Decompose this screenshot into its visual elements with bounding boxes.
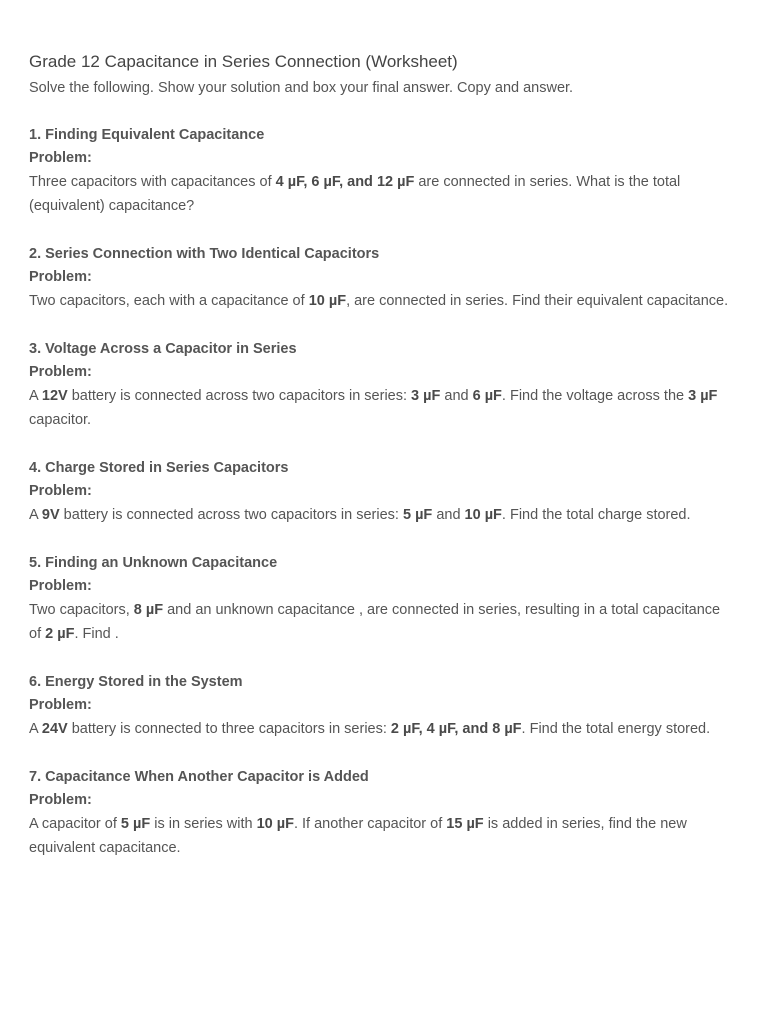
problem-label: Problem: bbox=[29, 364, 92, 380]
problem-text-segment: . Find the total energy stored. bbox=[521, 721, 711, 737]
problem-value: 15 µF bbox=[446, 816, 484, 832]
problem-4 bbox=[29, 457, 732, 527]
problem-text-segment: capacitor. bbox=[29, 412, 92, 428]
problem-text-segment: is added in series, find the new equivalent capacitance. bbox=[29, 816, 687, 856]
problem-heading: 1. Finding Equivalent Capacitance bbox=[29, 127, 265, 143]
problem-text bbox=[29, 289, 732, 313]
problem-text-segment: and an unknown capacitance , are connected in series, resulting in a total capacitance of bbox=[29, 602, 721, 642]
problem-text-segment: . Find . bbox=[74, 626, 119, 642]
problem-value: 8 µF bbox=[133, 602, 164, 618]
problem-value: 5 µF bbox=[120, 816, 151, 832]
problem-text-segment: A bbox=[29, 721, 42, 737]
problem-text-segment: Two capacitors, bbox=[29, 602, 134, 618]
problem-text bbox=[29, 717, 732, 741]
problem-2 bbox=[29, 243, 732, 313]
problem-1 bbox=[29, 124, 732, 218]
problem-value: 10 µF bbox=[256, 816, 294, 832]
problem-value: 24V bbox=[41, 721, 68, 737]
problem-text-segment: . Find the total charge stored. bbox=[501, 507, 691, 523]
problem-text-segment: . Find the voltage across the bbox=[501, 388, 689, 404]
problem-value: 6 µF bbox=[472, 388, 502, 404]
problem-value: 12V bbox=[41, 388, 68, 404]
problem-text bbox=[29, 170, 732, 218]
problem-value: 10 µF bbox=[308, 293, 347, 309]
problem-value: 10 µF bbox=[464, 507, 502, 523]
problem-text bbox=[29, 384, 732, 432]
problem-6 bbox=[29, 671, 732, 741]
problem-text-segment: battery is connected across two capacitors in series: bbox=[67, 388, 412, 404]
problem-value: 9V bbox=[41, 507, 60, 523]
problem-text bbox=[29, 503, 732, 527]
problem-label: Problem: bbox=[29, 697, 92, 713]
problem-text-segment: . If another capacitor of bbox=[293, 816, 447, 832]
problem-text-segment: A bbox=[29, 507, 42, 523]
problem-label: Problem: bbox=[29, 483, 92, 499]
problem-value: 5 µF bbox=[402, 507, 433, 523]
problem-label: Problem: bbox=[29, 150, 92, 166]
problem-7 bbox=[29, 766, 732, 860]
problem-text-segment: A bbox=[29, 388, 42, 404]
problem-label: Problem: bbox=[29, 269, 92, 285]
problem-heading: 5. Finding an Unknown Capacitance bbox=[29, 555, 278, 571]
problem-text-segment: battery is connected across two capacitors in series: bbox=[59, 507, 403, 523]
problem-text bbox=[29, 598, 732, 646]
page-title: Grade 12 Capacitance in Series Connection (Worksheet) bbox=[29, 52, 458, 71]
problem-text-segment: Two capacitors, each with a capacitance of bbox=[29, 293, 309, 309]
problem-text-segment: and bbox=[432, 507, 465, 523]
problem-text-segment: are connected in series. What is the total (equivalent) capacitance? bbox=[29, 174, 681, 214]
problem-3 bbox=[29, 338, 732, 432]
problem-label: Problem: bbox=[29, 792, 92, 808]
problem-heading: 3. Voltage Across a Capacitor in Series bbox=[29, 341, 297, 357]
problem-text-segment: A capacitor of bbox=[29, 816, 121, 832]
problem-value: 2 µF, 4 µF, and 8 µF bbox=[390, 721, 522, 737]
problem-text bbox=[29, 812, 732, 860]
problem-text-segment: , are connected in series. Find their equivalent capacitance. bbox=[346, 293, 729, 309]
problem-heading: 7. Capacitance When Another Capacitor is Added bbox=[29, 769, 369, 785]
problem-heading: 4. Charge Stored in Series Capacitors bbox=[29, 460, 289, 476]
problem-value: 2 µF bbox=[45, 626, 75, 642]
instructions: Solve the following. Show your solution and box your final answer. Copy and answer. bbox=[29, 80, 574, 96]
problem-text-segment: battery is connected to three capacitors in series: bbox=[67, 721, 391, 737]
problem-label: Problem: bbox=[29, 578, 92, 594]
problem-value: 3 µF bbox=[688, 388, 718, 404]
problem-value: 4 µF, 6 µF, and 12 µF bbox=[275, 174, 415, 190]
problem-list bbox=[29, 124, 732, 860]
problem-text-segment: and bbox=[440, 388, 473, 404]
problem-text-segment: is in series with bbox=[150, 816, 257, 832]
problem-value: 3 µF bbox=[411, 388, 441, 404]
problem-heading: 2. Series Connection with Two Identical Capacitors bbox=[29, 246, 380, 262]
problem-5 bbox=[29, 552, 732, 646]
problem-text-segment: Three capacitors with capacitances of bbox=[29, 174, 276, 190]
problem-heading: 6. Energy Stored in the System bbox=[29, 674, 243, 690]
